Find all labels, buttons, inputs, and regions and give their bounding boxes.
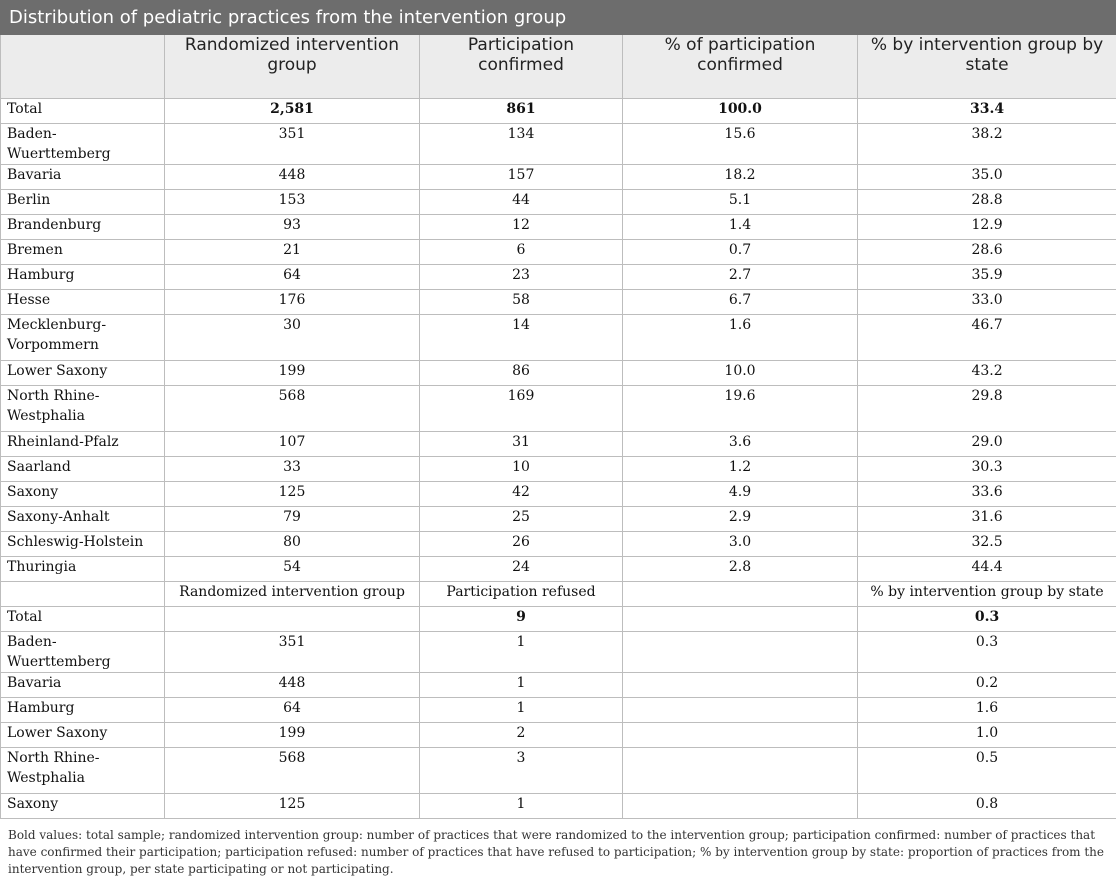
refused-cell: 3 xyxy=(420,748,623,794)
randomized-cell: 199 xyxy=(165,723,420,748)
confirmed-cell: 12 xyxy=(420,215,623,240)
table-row xyxy=(1,632,1116,673)
state-cell: Hesse xyxy=(1,290,165,315)
pct-confirmed-cell: 2.7 xyxy=(623,265,858,290)
pct-state-cell: 33.4 xyxy=(858,99,1116,124)
confirmed-cell: 14 xyxy=(420,315,623,361)
pct-confirmed-cell: 4.9 xyxy=(623,482,858,507)
pct-state-cell: 46.7 xyxy=(858,315,1116,361)
refused-header-blank xyxy=(623,582,858,607)
pct-state-cell: 0.8 xyxy=(858,794,1116,819)
refused-header-refused: Participation refused xyxy=(420,582,623,607)
state-cell: Baden-Wuerttemberg xyxy=(1,124,165,165)
confirmed-cell: 25 xyxy=(420,507,623,532)
table-row xyxy=(1,386,1116,432)
randomized-cell xyxy=(165,607,420,632)
empty-cell xyxy=(623,607,858,632)
pct-state-cell: 1.6 xyxy=(858,698,1116,723)
pct-confirmed-cell: 6.7 xyxy=(623,290,858,315)
state-cell: Total xyxy=(1,99,165,124)
pct-confirmed-cell: 1.2 xyxy=(623,457,858,482)
pct-state-cell: 31.6 xyxy=(858,507,1116,532)
table-row xyxy=(1,532,1116,557)
confirmed-cell: 6 xyxy=(420,240,623,265)
pct-confirmed-cell: 3.0 xyxy=(623,532,858,557)
confirmed-cell: 23 xyxy=(420,265,623,290)
pct-confirmed-cell: 18.2 xyxy=(623,165,858,190)
state-cell: Saxony xyxy=(1,482,165,507)
pct-state-cell: 12.9 xyxy=(858,215,1116,240)
pct-confirmed-cell: 3.6 xyxy=(623,432,858,457)
refused-cell: 1 xyxy=(420,632,623,673)
table-row xyxy=(1,165,1116,190)
refused-header-row xyxy=(1,582,1116,607)
pct-confirmed-cell: 1.6 xyxy=(623,315,858,361)
empty-cell xyxy=(623,794,858,819)
empty-cell xyxy=(623,698,858,723)
column-header-confirmed: Participation confirmed xyxy=(420,35,623,99)
state-cell: Mecklenburg-Vorpommern xyxy=(1,315,165,361)
table-row xyxy=(1,557,1116,582)
empty-cell xyxy=(623,673,858,698)
pct-confirmed-cell: 100.0 xyxy=(623,99,858,124)
state-cell: Hamburg xyxy=(1,698,165,723)
randomized-cell: 79 xyxy=(165,507,420,532)
refused-cell: 2 xyxy=(420,723,623,748)
pct-state-cell: 43.2 xyxy=(858,361,1116,386)
refused-header-section xyxy=(1,582,1116,607)
pct-state-cell: 35.0 xyxy=(858,165,1116,190)
state-cell: Bremen xyxy=(1,240,165,265)
pct-state-cell: 33.0 xyxy=(858,290,1116,315)
pct-state-cell: 0.3 xyxy=(858,607,1116,632)
confirmed-cell: 169 xyxy=(420,386,623,432)
table-row xyxy=(1,607,1116,632)
pct-state-cell: 28.8 xyxy=(858,190,1116,215)
confirmed-cell: 861 xyxy=(420,99,623,124)
table-row xyxy=(1,698,1116,723)
state-cell: Bavaria xyxy=(1,673,165,698)
confirmed-cell: 42 xyxy=(420,482,623,507)
refused-cell: 1 xyxy=(420,698,623,723)
pct-confirmed-cell: 10.0 xyxy=(623,361,858,386)
pct-state-cell: 30.3 xyxy=(858,457,1116,482)
randomized-cell: 54 xyxy=(165,557,420,582)
randomized-cell: 351 xyxy=(165,632,420,673)
randomized-cell: 64 xyxy=(165,698,420,723)
state-cell: Hamburg xyxy=(1,265,165,290)
table-row xyxy=(1,99,1116,124)
table-row xyxy=(1,315,1116,361)
table-row xyxy=(1,432,1116,457)
pct-confirmed-cell: 0.7 xyxy=(623,240,858,265)
randomized-cell: 80 xyxy=(165,532,420,557)
table-row xyxy=(1,361,1116,386)
pct-confirmed-cell: 5.1 xyxy=(623,190,858,215)
empty-cell xyxy=(623,723,858,748)
refused-header-pct-state: % by intervention group by state xyxy=(858,582,1116,607)
state-cell: Rheinland-Pfalz xyxy=(1,432,165,457)
table-row xyxy=(1,190,1116,215)
pct-state-cell: 0.2 xyxy=(858,673,1116,698)
randomized-cell: 125 xyxy=(165,794,420,819)
confirmed-cell: 86 xyxy=(420,361,623,386)
table-row xyxy=(1,240,1116,265)
column-header-pct-confirmed: % of participation confirmed xyxy=(623,35,858,99)
state-cell: Saxony xyxy=(1,794,165,819)
state-cell: Saxony-Anhalt xyxy=(1,507,165,532)
empty-cell xyxy=(623,748,858,794)
table-row xyxy=(1,507,1116,532)
table-row xyxy=(1,748,1116,794)
randomized-cell: 176 xyxy=(165,290,420,315)
randomized-cell: 107 xyxy=(165,432,420,457)
pct-state-cell: 0.3 xyxy=(858,632,1116,673)
state-cell: North Rhine-Westphalia xyxy=(1,748,165,794)
refused-section xyxy=(1,607,1116,819)
pct-state-cell: 29.8 xyxy=(858,386,1116,432)
refused-cell: 9 xyxy=(420,607,623,632)
state-cell: Lower Saxony xyxy=(1,361,165,386)
table-row xyxy=(1,290,1116,315)
refused-header-empty xyxy=(1,582,165,607)
refused-header-randomized: Randomized intervention group xyxy=(165,582,420,607)
state-cell: Baden-Wuerttemberg xyxy=(1,632,165,673)
randomized-cell: 568 xyxy=(165,748,420,794)
column-header-randomized: Randomized intervention group xyxy=(165,35,420,99)
randomized-cell: 2,581 xyxy=(165,99,420,124)
state-cell: Schleswig-Holstein xyxy=(1,532,165,557)
confirmed-section xyxy=(1,99,1116,582)
table-footnote: Bold values: total sample; randomized intervention group: number of practices that were randomized to the intervention group; participation confirmed: number of practices that have confirmed their participation; participation refused: number of practices that have refused to participation; % by intervention group by state: proportion of practices from the intervention group, per state participating or not participating. xyxy=(0,819,1116,878)
randomized-cell: 153 xyxy=(165,190,420,215)
state-cell: Saarland xyxy=(1,457,165,482)
state-cell: Thuringia xyxy=(1,557,165,582)
state-cell: Lower Saxony xyxy=(1,723,165,748)
randomized-cell: 125 xyxy=(165,482,420,507)
randomized-cell: 33 xyxy=(165,457,420,482)
pct-state-cell: 33.6 xyxy=(858,482,1116,507)
state-cell: Total xyxy=(1,607,165,632)
pct-state-cell: 44.4 xyxy=(858,557,1116,582)
state-cell: Bavaria xyxy=(1,165,165,190)
column-header-pct-state: % by intervention group by state xyxy=(858,35,1116,99)
randomized-cell: 64 xyxy=(165,265,420,290)
confirmed-cell: 44 xyxy=(420,190,623,215)
table-title: Distribution of pediatric practices from the intervention group xyxy=(1,1,1116,35)
randomized-cell: 448 xyxy=(165,673,420,698)
pct-state-cell: 1.0 xyxy=(858,723,1116,748)
confirmed-cell: 26 xyxy=(420,532,623,557)
table-row xyxy=(1,673,1116,698)
randomized-cell: 93 xyxy=(165,215,420,240)
confirmed-cell: 58 xyxy=(420,290,623,315)
table-row xyxy=(1,265,1116,290)
state-cell: Berlin xyxy=(1,190,165,215)
pct-state-cell: 35.9 xyxy=(858,265,1116,290)
state-cell: North Rhine-Westphalia xyxy=(1,386,165,432)
table-row xyxy=(1,215,1116,240)
table-row xyxy=(1,457,1116,482)
confirmed-cell: 10 xyxy=(420,457,623,482)
pct-state-cell: 28.6 xyxy=(858,240,1116,265)
refused-cell: 1 xyxy=(420,794,623,819)
pct-state-cell: 38.2 xyxy=(858,124,1116,165)
table-row xyxy=(1,124,1116,165)
randomized-cell: 351 xyxy=(165,124,420,165)
pct-confirmed-cell: 2.9 xyxy=(623,507,858,532)
table-row xyxy=(1,482,1116,507)
table-row xyxy=(1,723,1116,748)
column-header-row xyxy=(1,35,1116,99)
confirmed-cell: 24 xyxy=(420,557,623,582)
randomized-cell: 568 xyxy=(165,386,420,432)
pct-state-cell: 0.5 xyxy=(858,748,1116,794)
empty-cell xyxy=(623,632,858,673)
table-row xyxy=(1,794,1116,819)
confirmed-cell: 31 xyxy=(420,432,623,457)
confirmed-cell: 134 xyxy=(420,124,623,165)
column-header-state xyxy=(1,35,165,99)
state-cell: Brandenburg xyxy=(1,215,165,240)
pct-confirmed-cell: 2.8 xyxy=(623,557,858,582)
refused-cell: 1 xyxy=(420,673,623,698)
randomized-cell: 30 xyxy=(165,315,420,361)
confirmed-cell: 157 xyxy=(420,165,623,190)
pct-state-cell: 29.0 xyxy=(858,432,1116,457)
pct-confirmed-cell: 19.6 xyxy=(623,386,858,432)
randomized-cell: 199 xyxy=(165,361,420,386)
pct-state-cell: 32.5 xyxy=(858,532,1116,557)
randomized-cell: 21 xyxy=(165,240,420,265)
pct-confirmed-cell: 1.4 xyxy=(623,215,858,240)
randomized-cell: 448 xyxy=(165,165,420,190)
pct-confirmed-cell: 15.6 xyxy=(623,124,858,165)
